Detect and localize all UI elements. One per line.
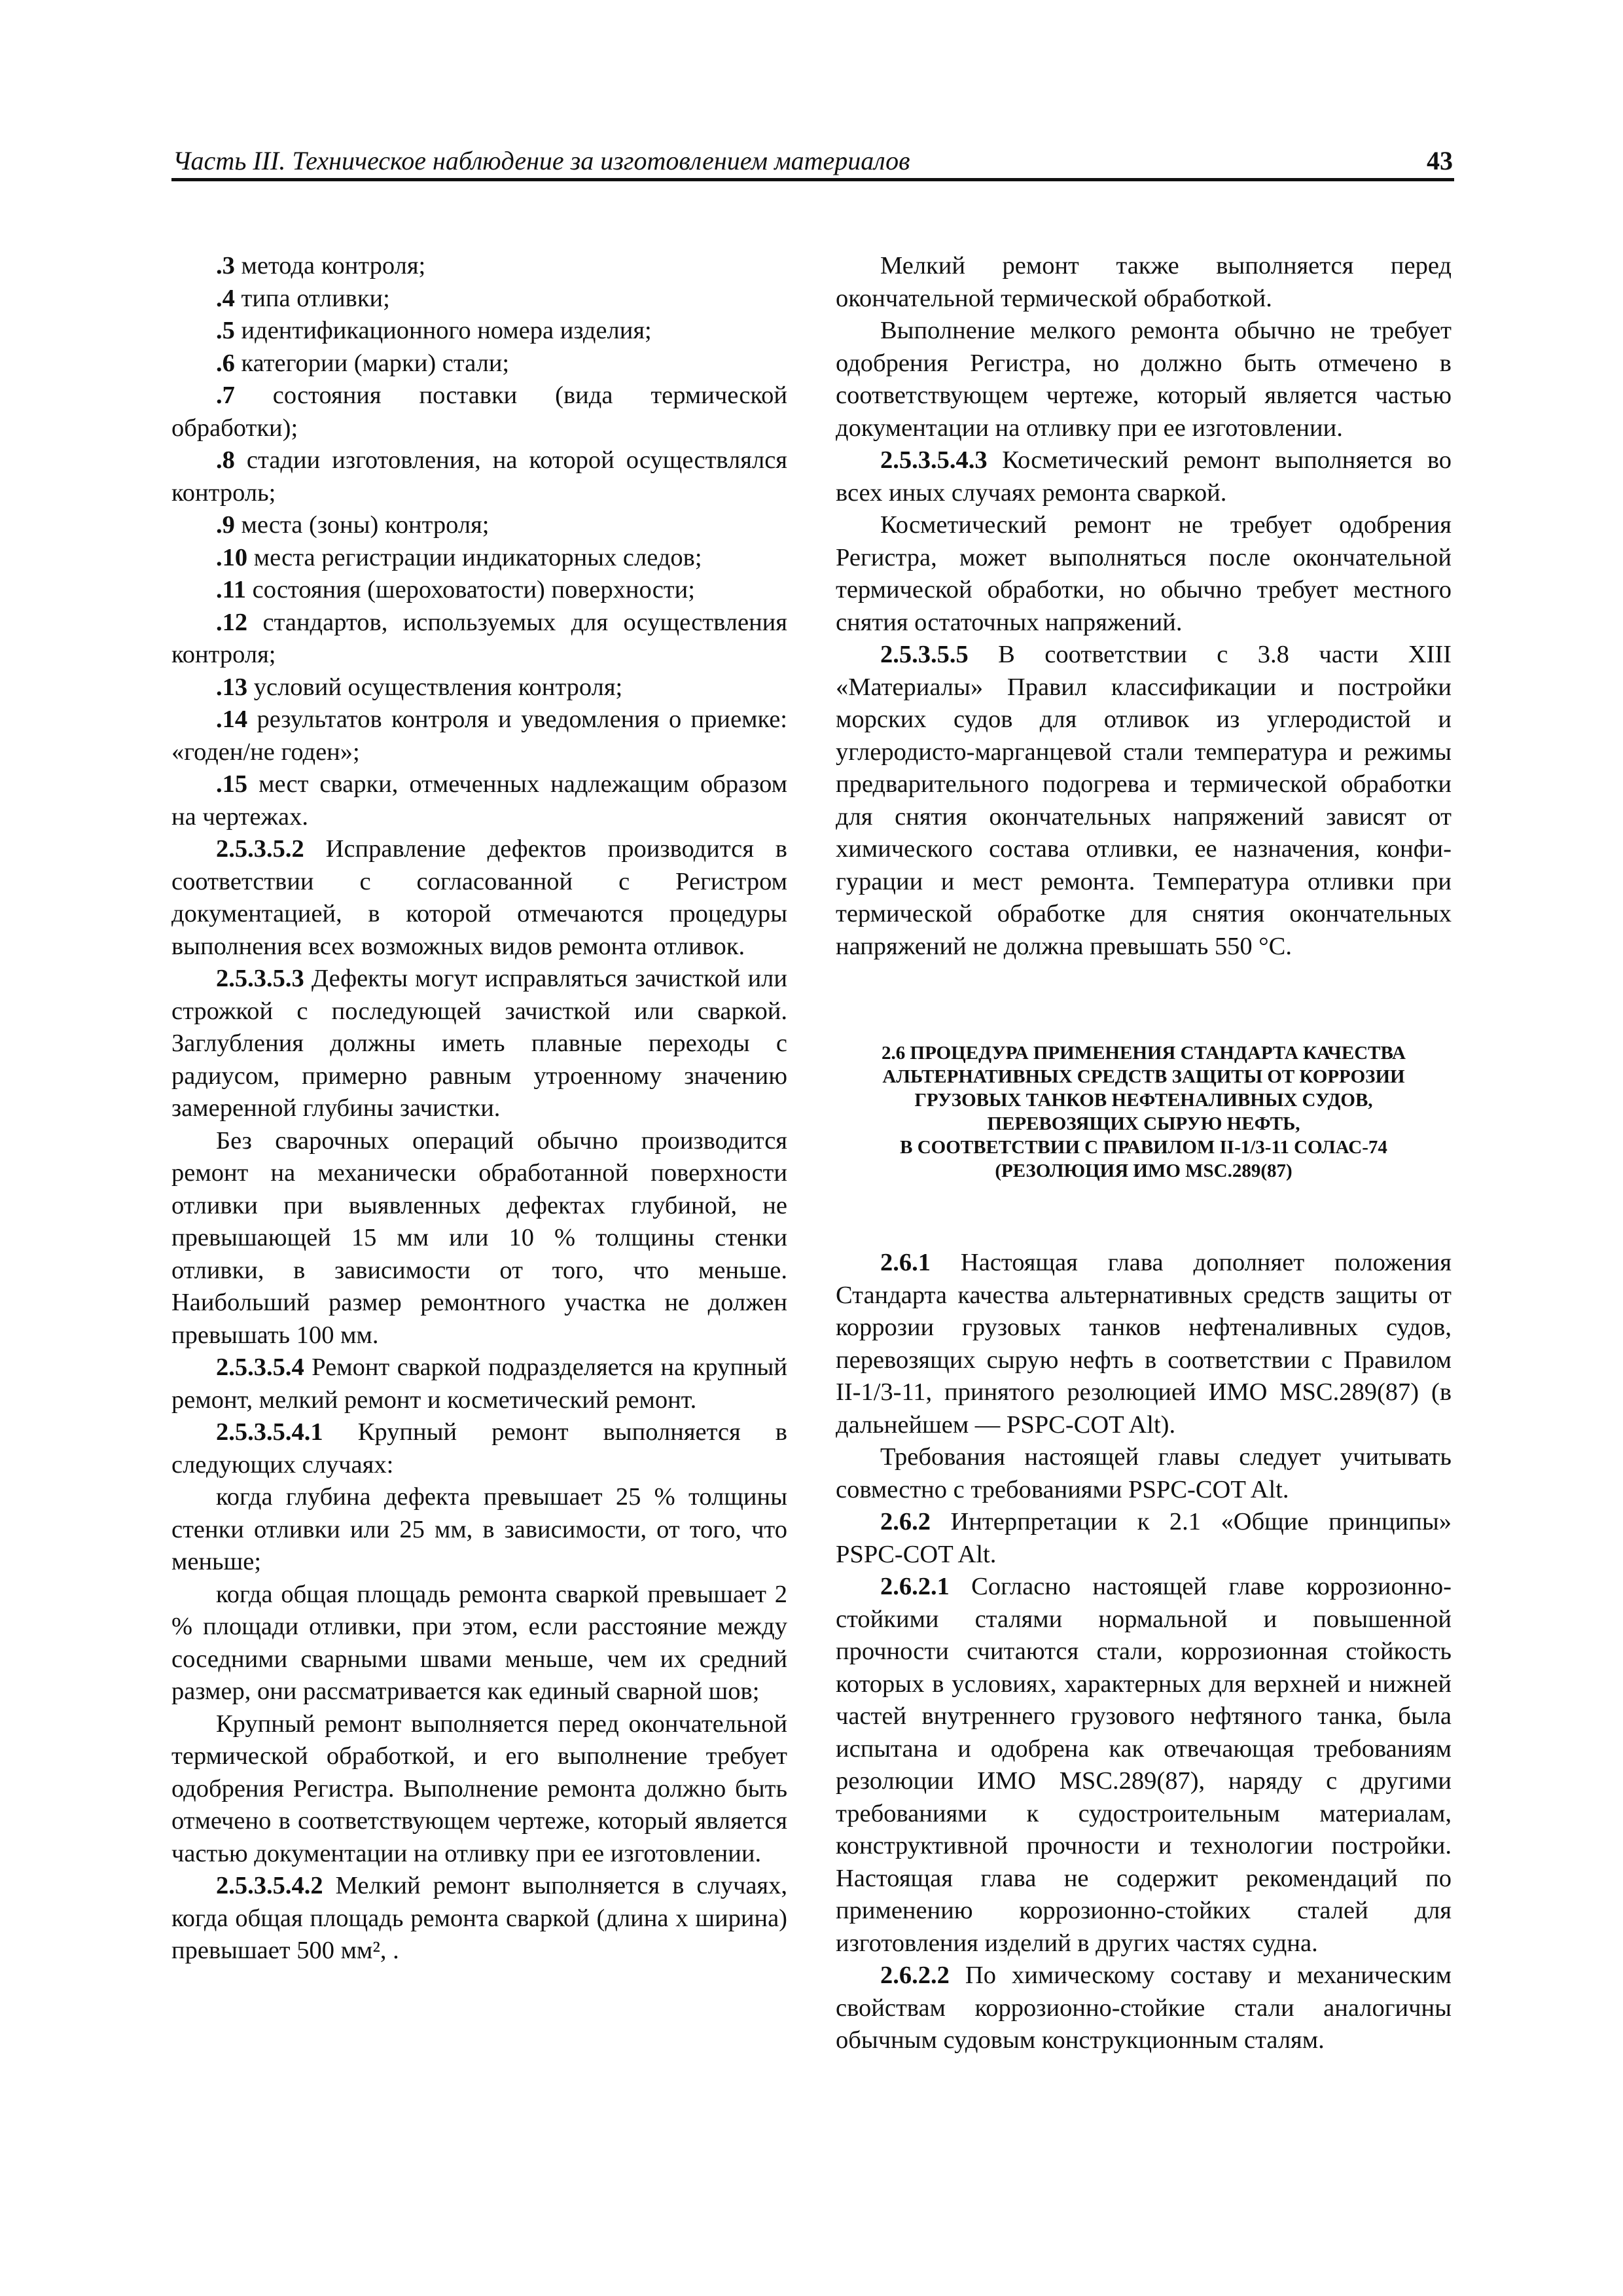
paragraph-number: 2.5.3.5.4.1: [216, 1418, 323, 1446]
paragraph-number: 2.5.3.5.5: [880, 641, 969, 668]
section-heading-line: ГРУЗОВЫХ ТАНКОВ НЕФТЕНАЛИВНЫХ СУДОВ,: [914, 1090, 1373, 1111]
paragraph-number: 2.6.2: [880, 1508, 931, 1535]
paragraph-text: мест сварки, отмеченных надлежащим образом на чертежах.: [171, 770, 787, 831]
section-heading-line: ПЕРЕВОЗЯЩИХ СЫРУЮ НЕФТЬ,: [987, 1113, 1300, 1134]
paragraph-text: результатов контроля и уведомления о приемке: «годен/не годен»;: [171, 706, 787, 766]
section-heading-line: 2.6 ПРОЦЕДУРА ПРИМЕНЕНИЯ СТАНДАРТА КАЧЕСТВА: [882, 1043, 1406, 1064]
paragraph-number: 2.5.3.5.4: [216, 1354, 304, 1381]
paragraph: [171, 348, 787, 380]
paragraph: [836, 1441, 1452, 1506]
paragraph-number: .14: [216, 706, 248, 733]
paragraph-text: стадии изготовления, на которой осуществлялся контроль;: [171, 446, 787, 507]
paragraph-number: .7: [216, 382, 235, 409]
paragraph: [171, 1708, 787, 1871]
paragraph: [836, 1960, 1452, 2057]
paragraph: [171, 1125, 787, 1352]
paragraph: [171, 315, 787, 348]
paragraph: [171, 768, 787, 833]
paragraph-text: категории (марки) стали;: [234, 349, 510, 377]
paragraph-text: состояния поставки (вида термической обработки);: [171, 382, 787, 442]
paragraph-text: типа отливки;: [234, 284, 390, 312]
paragraph: [836, 1571, 1452, 1960]
paragraph-text: Требования настоящей главы следует учитывать совместно с требованиями PSPC-COT Alt.: [836, 1443, 1452, 1503]
paragraph: [171, 250, 787, 283]
paragraph-number: .15: [216, 770, 248, 798]
paragraph: [171, 509, 787, 542]
paragraph-number: .11: [216, 576, 247, 603]
paragraph-number: .3: [216, 252, 235, 279]
paragraph-number: 2.5.3.5.4.2: [216, 1872, 323, 1899]
paragraph-number: .13: [216, 673, 248, 701]
paragraph: [171, 963, 787, 1125]
paragraph-text: Мелкий ремонт также выполняется перед окончательной термической обработкой.: [836, 252, 1452, 312]
paragraph-number: .12: [216, 608, 248, 636]
paragraph-text: Ремонт сваркой подразделяется на крупный ремонт, мелкий ремонт и косметический ремонт.: [171, 1354, 787, 1414]
paragraph: [171, 1416, 787, 1481]
paragraph-text: Интерпретации к 2.1 «Общие принципы» PSPC-COT Alt.: [836, 1508, 1452, 1568]
paragraph-text: Без сварочных операций обычно производится ремонт на механически обработанной поверхности отливки при выявленных дефектах глубиной, не превышающей 15 мм или 10 % толщины стенки отливки, в зависимости от того, что меньше. Наибольший размер ремонтного участка не должен превышать 100 мм.: [171, 1126, 787, 1349]
page-number: 43: [1427, 146, 1453, 175]
paragraph-number: 2.5.3.5.2: [216, 835, 304, 863]
paragraph-text: Настоящая глава дополняет положения Стандарта качества альтернативных средств защиты от коррозии грузовых танков нефтеналивных судов, перевозящих сырую нефть в соответствии с Правилом II-1/3-11, принятого резолюцией ИМО MSC.289(87) (в дальнейшем — PSPC-COT Alt).: [836, 1249, 1452, 1439]
paragraph-text: идентификационного номера изделия;: [234, 317, 652, 344]
paragraph-text: Мелкий ремонт выполняется в случаях, когда общая площадь ремонта сваркой (длина х ширина) превышает 500 мм², .: [171, 1872, 787, 1964]
section-heading-line: (РЕЗОЛЮЦИЯ ИМО MSC.289(87): [995, 1160, 1293, 1181]
paragraph-text: места (зоны) контроля;: [234, 511, 490, 539]
right-column-top: [836, 250, 1452, 963]
paragraph: [171, 1579, 787, 1708]
paragraph-text: условий осуществления контроля;: [247, 673, 623, 701]
paragraph: [171, 283, 787, 315]
paragraph-text: стандартов, используемых для осуществления контроля;: [171, 608, 787, 668]
paragraph: [836, 639, 1452, 963]
paragraph-text: состояния (шероховатости) поверхности;: [246, 576, 695, 603]
section-heading-line: АЛЬТЕРНАТИВНЫХ СРЕДСТВ ЗАЩИТЫ ОТ КОРРОЗИИ: [882, 1066, 1405, 1087]
paragraph: [171, 1352, 787, 1416]
paragraph-number: .4: [216, 284, 235, 312]
paragraph: [171, 672, 787, 704]
paragraph: [171, 1481, 787, 1579]
paragraph: [171, 574, 787, 607]
paragraph: [171, 542, 787, 575]
paragraph-number: .10: [216, 543, 248, 571]
running-header-title: Часть III. Техническое наблюдение за изготовлением материалов: [173, 146, 910, 175]
paragraph-text: когда глубина дефекта превышает 25 % толщины стенки отливки или 25 мм, в зависимости, от того, что меньше;: [171, 1483, 787, 1575]
paragraph-text: Исправление дефектов производится в соответствии с согласованной с Регистром документацией, в которой отмечаются процедуры выполнения всех возможных видов ремонта отливок.: [171, 835, 787, 960]
paragraph-number: 2.6.2.2: [880, 1962, 950, 1989]
paragraph-number: 2.5.3.5.3: [216, 965, 304, 992]
paragraph-text: По химическому составу и механическим свойствам коррозионно-стойкие стали аналогичны обычным судовым конструкционным сталям.: [836, 1962, 1452, 2054]
paragraph-number: 2.5.3.5.4.3: [880, 446, 988, 474]
paragraph-text: Косметический ремонт не требует одобрения Регистра, может выполняться после окончательной термической обработки, но обычно требует местного снятия остаточных напряжений.: [836, 511, 1452, 636]
paragraph-text: Согласно настоящей главе коррозионностойкими сталями нормальной и повышенной прочности считаются стали, коррозионная стойкость которых в условиях, характерных для верхней и нижней частей внутреннего грузового нефтяного танка, была испытана и одобрена как отвечающая требованиям резолюции ИМО MSC.289(87), наряду с другими требованиями к судостроительным материалам, конструктивной прочности и технологии постройки. Настоящая глава не содержит рекомендаций по применению коррозионно-стойких сталей для изготовления изделий в других частях судна.: [836, 1573, 1452, 1957]
left-column: [171, 250, 787, 1967]
paragraph-number: .6: [216, 349, 235, 377]
paragraph: [171, 704, 787, 768]
paragraph: [171, 380, 787, 444]
paragraph-number: .8: [216, 446, 235, 474]
paragraph-number: .5: [216, 317, 235, 344]
paragraph-text: Крупный ремонт выполняется в следующих случаях:: [171, 1418, 787, 1479]
right-column-bottom: [836, 1247, 1452, 2057]
paragraph-number: .9: [216, 511, 235, 539]
right-column: [836, 250, 1452, 2057]
paragraph-text: Косметический ремонт выполняется во всех иных случаях ремонта сваркой.: [836, 446, 1452, 507]
paragraph: [171, 833, 787, 963]
paragraph-text: В соответствии с 3.8 части XIII «Материалы» Правил классификации и постройки морских судов для отливок из углеродистой и углеродисто-марганцевой стали температура и режимы предварительного подогрева и термической обработки для снятия окончательных напряжений зависят от химического состава отливки, ее назначения, конфигурации и мест ремонта. Температура отливки при термической обработке для снятия окончательных напряжений не должна превышать 550 °С.: [836, 641, 1452, 960]
paragraph-number: 2.6.2.1: [880, 1573, 950, 1600]
paragraph-text: Дефекты могут исправляться зачисткой или строжкой с последующей зачисткой или сваркой. Заглубления должны иметь плавные переходы с радиусом, примерно равным утроенному значению замеренной глубины зачистки.: [171, 965, 787, 1122]
paragraph-text: места регистрации индикаторных следов;: [247, 543, 702, 571]
paragraph: [836, 315, 1452, 444]
paragraph: [836, 444, 1452, 509]
paragraph: [836, 1506, 1452, 1571]
section-heading: [836, 1041, 1452, 1183]
paragraph: [836, 509, 1452, 639]
section-heading-line: В СООТВЕТСТВИИ С ПРАВИЛОМ II-1/3-11 СОЛАС-74: [900, 1137, 1387, 1158]
paragraph-text: когда общая площадь ремонта сваркой превышает 2 % площади отливки, при этом, если расстояние между соседними сварными швами меньше, чем их средний размер, они рассматривается как единый сварной шов;: [171, 1580, 787, 1705]
paragraph: [836, 1247, 1452, 1441]
paragraph: [171, 1870, 787, 1967]
paragraph-number: 2.6.1: [880, 1249, 931, 1276]
paragraph: [171, 444, 787, 509]
paragraph-text: Выполнение мелкого ремонта обычно не требует одобрения Регистра, но должно быть отмечено в соответствующем чертеже, который является частью документации на отливку при ее изготовлении.: [836, 317, 1452, 442]
paragraph-text: метода контроля;: [234, 252, 426, 279]
paragraph: [171, 607, 787, 672]
running-header: [171, 139, 1454, 181]
paragraph: [836, 250, 1452, 315]
paragraph-text: Крупный ремонт выполняется перед окончательной термической обработкой, и его выполнение требует одобрения Регистра. Выполнение ремонта должно быть отмечено в соответствующем чертеже, который является частью документации на отливку при ее изготовлении.: [171, 1710, 787, 1867]
